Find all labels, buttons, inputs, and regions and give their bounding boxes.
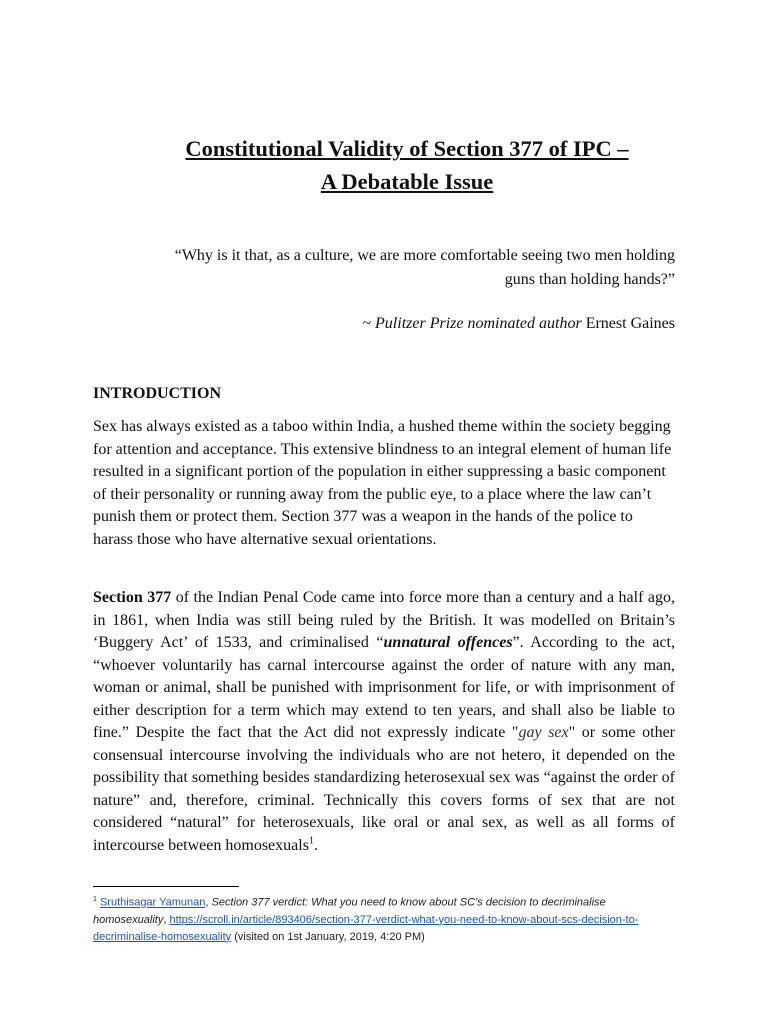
attribution-prefix: ~ Pulitzer Prize nominated author (362, 315, 582, 332)
footnote-number: 1 (93, 896, 97, 903)
footnote-visited-date: (visited on 1st January, 2019, 4:20 PM) (231, 930, 425, 943)
quote-line-1: “Why is it that, as a culture, we are more comfortable seeing two men holding (174, 247, 675, 264)
footnote (93, 891, 653, 946)
footnote-separator-2: , (163, 913, 170, 926)
footnote-author-link[interactable]: Sruthisagar Yamunan (99, 896, 206, 909)
quote-line-2: guns than holding hands?” (504, 271, 675, 288)
gay-sex-term: gay sex (518, 724, 569, 741)
footnote-separator-1: , (205, 896, 212, 909)
paragraph-2-part-3: " or some other consensual intercourse involving the individuals who are not hetero, it depended on the possibility that something besides standardizing heterosexual sex was “against the order of nature” and, therefore, criminal. Technically this covers forms of sex that are not considered “natural” for heterosexuals, like oral or anal sex, as well as all forms of intercourse between homosexuals (93, 724, 675, 854)
section-377-lead: Section 377 (93, 589, 172, 606)
paragraph-2 (93, 587, 675, 857)
footnote-url-link[interactable]: https://scroll.in/article/893406/section-377-verdict-what-you-need-to-know-about-scs-decision-to-decriminalise-homosexuality (93, 913, 639, 943)
section-heading: INTRODUCTION (93, 385, 222, 402)
footnote-article-title: Section 377 verdict: What you need to know about SC’s decision to decriminalise homosexuality (93, 896, 606, 926)
quote-attribution (92, 312, 675, 336)
attribution-name: Ernest Gaines (585, 315, 675, 332)
footnote-reference[interactable]: 1 (308, 835, 314, 847)
title-line-1: Constitutional Validity of Section 377 of IPC – (185, 136, 629, 161)
paragraph-2-part-1: of the Indian Penal Code came into force more than a century and a half ago, in 1861, when India was still being ruled by the British. It was modelled on Britain’s ‘Buggery Act’ of 1533, and criminalised “ (93, 589, 675, 651)
paragraph-2-end: . (313, 836, 318, 854)
document-title (92, 132, 722, 198)
paragraph-2-part-2: ”. According to the act, “whoever voluntarily has carnal intercourse against the order of nature with any man, woman or animal, shall be punished with imprisonment for life, or with imprisonment of either description for a term which may extend to ten years, and shall also be liable to fine.” Despite the fact that the Act did not expressly indicate " (93, 634, 676, 741)
epigraph-quote (92, 244, 675, 292)
paragraph-1 (93, 416, 675, 551)
title-line-2: A Debatable Issue (320, 169, 494, 194)
paragraph-2-text (93, 587, 675, 857)
unnatural-offences-emphasis: unnatural offences (383, 634, 513, 651)
footnote-separator (93, 886, 239, 887)
paragraph-1-text: Sex has always existed as a taboo within India, a hushed theme within the society begging for attention and acceptance. This extensive blindness to an integral element of human life resulted in a significant portion of the population in either suppressing a basic component of their personality or running away from the public eye, to a place where the law can’t punish them or protect them. Section 377 was a weapon in the hands of the police to harass those who have alternative sexual orientations. (93, 418, 672, 548)
